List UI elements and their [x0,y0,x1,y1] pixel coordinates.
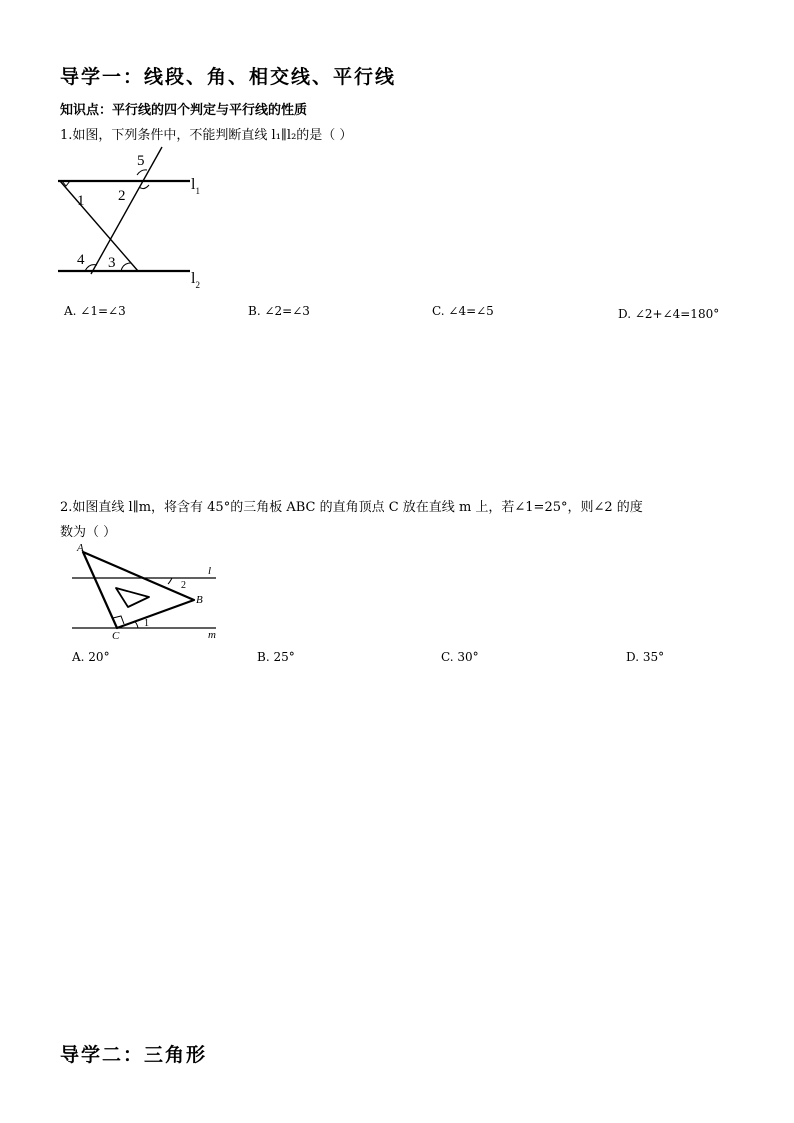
section-title: 导学一：线段、角、相交线、平行线 [60,66,397,88]
line-label-l2: $l_2$ [191,270,200,290]
line-label-l: l [208,565,212,577]
q1-option-b: B. ∠2=∠3 [248,304,310,318]
q2-option-b: B. 25° [257,650,295,664]
angle-label-4: 4 [77,252,85,268]
question-2-stem-line1: 2.如图直线 l∥m，将含有 45°的三角板 ABC 的直角顶点 C 放在直线 m 上，若∠1=25°，则∠2 的度 [60,500,643,515]
angle-label-1: 1 [144,618,149,629]
angle-label-2: 2 [118,188,126,204]
knowledge-point: 知识点：平行线的四个判定与平行线的性质 [60,103,308,118]
transversal-1 [60,181,138,271]
q2-option-a: A. 20° [72,650,110,664]
angle-label-5: 5 [137,153,145,169]
angle-label-2: 2 [181,580,186,591]
line-label-l1: $l_1$ [191,176,200,196]
question-1-figure [55,145,215,295]
vertex-label-b: B [196,594,203,606]
triangle-abc [83,552,194,628]
question-2-figure [68,540,228,645]
q1-option-c: C. ∠4=∠5 [432,304,494,318]
q2-option-d: D. 35° [626,650,665,664]
transversal-2 [91,147,162,274]
angle-label-1: 1 [77,193,85,209]
vertex-label-c: C [112,630,120,642]
angle-label-3: 3 [108,255,116,271]
question-1-stem: 1.如图，下列条件中，不能判断直线 l₁∥l₂的是（ ） [60,128,353,143]
angle-3-mark [121,263,131,271]
vertex-label-a: A [77,542,84,554]
triangle-cutout [116,588,149,607]
angle-5-mark [137,170,147,175]
angle-2-arc [168,578,172,584]
q1-option-d: D. ∠2+∠4=180° [618,307,720,321]
line-label-m: m [208,629,216,641]
q1-option-a: A. ∠1=∠3 [64,304,126,318]
q2-option-c: C. 30° [441,650,479,664]
question-2-stem-line2: 数为（ ） [60,525,117,540]
section-2-title: 导学二：三角形 [60,1044,208,1066]
